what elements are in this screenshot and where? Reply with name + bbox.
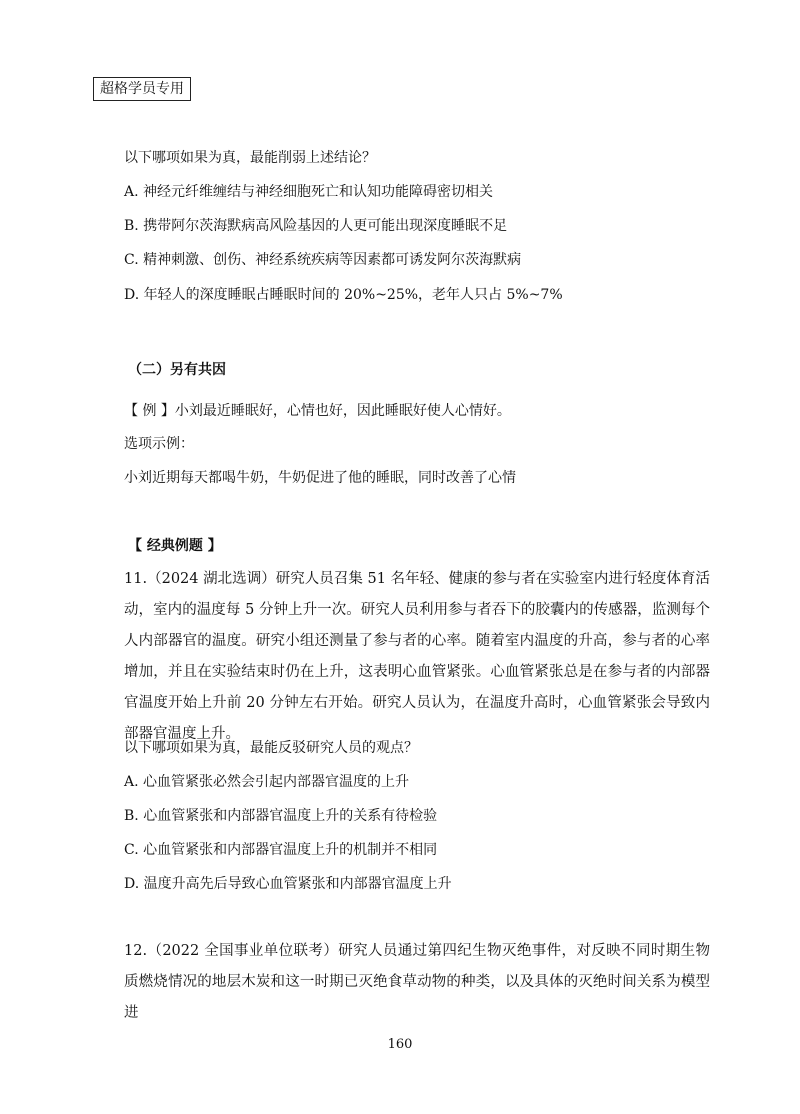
q11-text: 11.（2024 湖北选调）研究人员召集 51 名年轻、健康的参与者在实验室内进行轻度体育活动，室内的温度每 5 分钟上升一次。研究人员利用参与者吞下的胶囊内的传感器，监测每个人内部器官的温度。研究小组还测量了参与者的心率。随着室内温度的升高，参与者的心率增加，并且在实验结束时仍在上升，这表明心血管紧张。心血管紧张总是在参与者的内部器官温度开始上升前 20 分钟左右开始。研究人员认为，在温度升高时，心血管紧张会导致内部器官温度上升。: [124, 571, 710, 742]
q12-text: 12.（2022 全国事业单位联考）研究人员通过第四纪生物灭绝事件，对反映不同时期生物质燃烧情况的地层木炭和这一时期已灭绝食草动物的种类，以及具体的灭绝时间关系为模型进: [124, 943, 710, 1021]
q10-option-b: B. 携带阿尔茨海默病高风险基因的人更可能出现深度睡眠不足: [124, 218, 508, 234]
q11-option-c: C. 心血管紧张和内部器官温度上升的机制并不相同: [124, 842, 438, 858]
q10-option-d: D. 年轻人的深度睡眠占睡眠时间的 20%~25%，老年人只占 5%~7%: [124, 287, 563, 303]
q10-question: 以下哪项如果为真，最能削弱上述结论？: [124, 150, 376, 166]
option-example-label: 选项示例：: [124, 436, 194, 452]
student-only-tag: 超格学员专用: [93, 77, 191, 101]
section-heading: （二）另有共因: [128, 362, 226, 378]
q11-question: 以下哪项如果为真，最能反驳研究人员的观点？: [124, 740, 418, 756]
page-number: 160: [387, 1037, 413, 1052]
example-text: 【 例 】小刘最近睡眠好，心情也好，因此睡眠好使人心情好。: [124, 403, 511, 419]
option-example-text: 小刘近期每天都喝牛奶，牛奶促进了他的睡眠，同时改善了心情: [124, 470, 516, 486]
q10-option-a: A. 神经元纤维缠结与神经细胞死亡和认知功能障碍密切相关: [124, 184, 494, 200]
q11-option-a: A. 心血管紧张必然会引起内部器官温度的上升: [124, 774, 410, 790]
classic-heading: 【 经典例题 】: [128, 538, 222, 554]
q11-option-b: B. 心血管紧张和内部器官温度上升的关系有待检验: [124, 808, 438, 824]
q10-option-c: C. 精神刺激、创伤、神经系统疾病等因素都可诱发阿尔茨海默病: [124, 252, 522, 268]
q11-option-d: D. 温度升高先后导致心血管紧张和内部器官温度上升: [124, 876, 452, 892]
